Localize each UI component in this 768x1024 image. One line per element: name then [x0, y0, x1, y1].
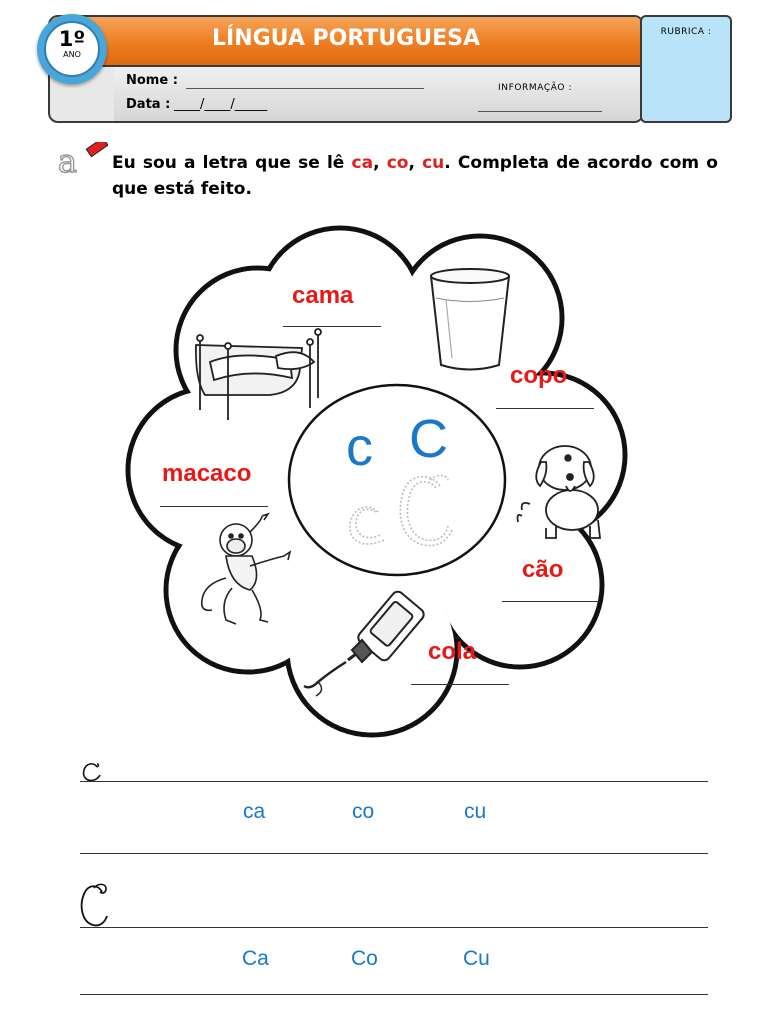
syllable-cu-practice: cu — [464, 800, 487, 823]
syllable-co-upper-practice: Co — [351, 947, 378, 970]
word-cama: cama — [292, 282, 354, 309]
grade-sub: ANO — [63, 50, 81, 59]
instruction-sep-1: , — [373, 153, 387, 173]
instruction-suffix: . Completa de acordo com o que está feito. — [112, 153, 718, 199]
syllable-co-practice: co — [352, 800, 375, 823]
syllable-ca-upper-practice: Ca — [242, 947, 269, 970]
syllable-cu: cu — [422, 153, 445, 173]
center-letter-upper: C — [409, 409, 448, 469]
instruction-sep-2: , — [408, 153, 423, 173]
syllable-co: co — [386, 153, 409, 173]
rubrica-label: RUBRICA : — [660, 27, 712, 37]
instruction-prefix: Eu sou a letra que se lê — [112, 153, 352, 173]
page-title: LÍNGUA PORTUGUESA — [211, 26, 481, 51]
informacao-label: INFORMAÇÃO : — [498, 83, 573, 93]
data-label: Data : — [126, 97, 171, 112]
center-circle — [289, 385, 505, 575]
date-field[interactable]: ____/____/_____ — [174, 97, 268, 112]
practice-line-3[interactable] — [80, 927, 708, 928]
svg-text:a: a — [58, 142, 78, 176]
word-cola: cola — [428, 638, 477, 665]
center-letter-lower: c — [346, 417, 373, 477]
word-cao: cão — [522, 556, 564, 583]
word-macaco: macaco — [162, 460, 252, 487]
syllable-ca-practice: ca — [243, 800, 266, 823]
answer-line-cola[interactable] — [411, 684, 509, 685]
answer-line-copo[interactable] — [496, 408, 594, 409]
syllable-ca: ca — [351, 153, 374, 173]
cursive-lowercase-c-icon — [76, 760, 106, 786]
cursive-uppercase-c-icon — [76, 880, 110, 930]
grade-number: 1º — [58, 27, 86, 51]
answer-line-macaco[interactable] — [160, 506, 268, 507]
practice-line-1[interactable] — [80, 781, 708, 782]
syllable-cu-upper-practice: Cu — [463, 947, 490, 970]
practice-line-4[interactable] — [80, 994, 708, 995]
word-copo: copo — [510, 362, 568, 389]
practice-line-2[interactable] — [80, 853, 708, 854]
answer-line-cama[interactable] — [283, 326, 381, 327]
nome-label: Nome : — [126, 73, 178, 88]
answer-line-cao[interactable] — [502, 601, 600, 602]
